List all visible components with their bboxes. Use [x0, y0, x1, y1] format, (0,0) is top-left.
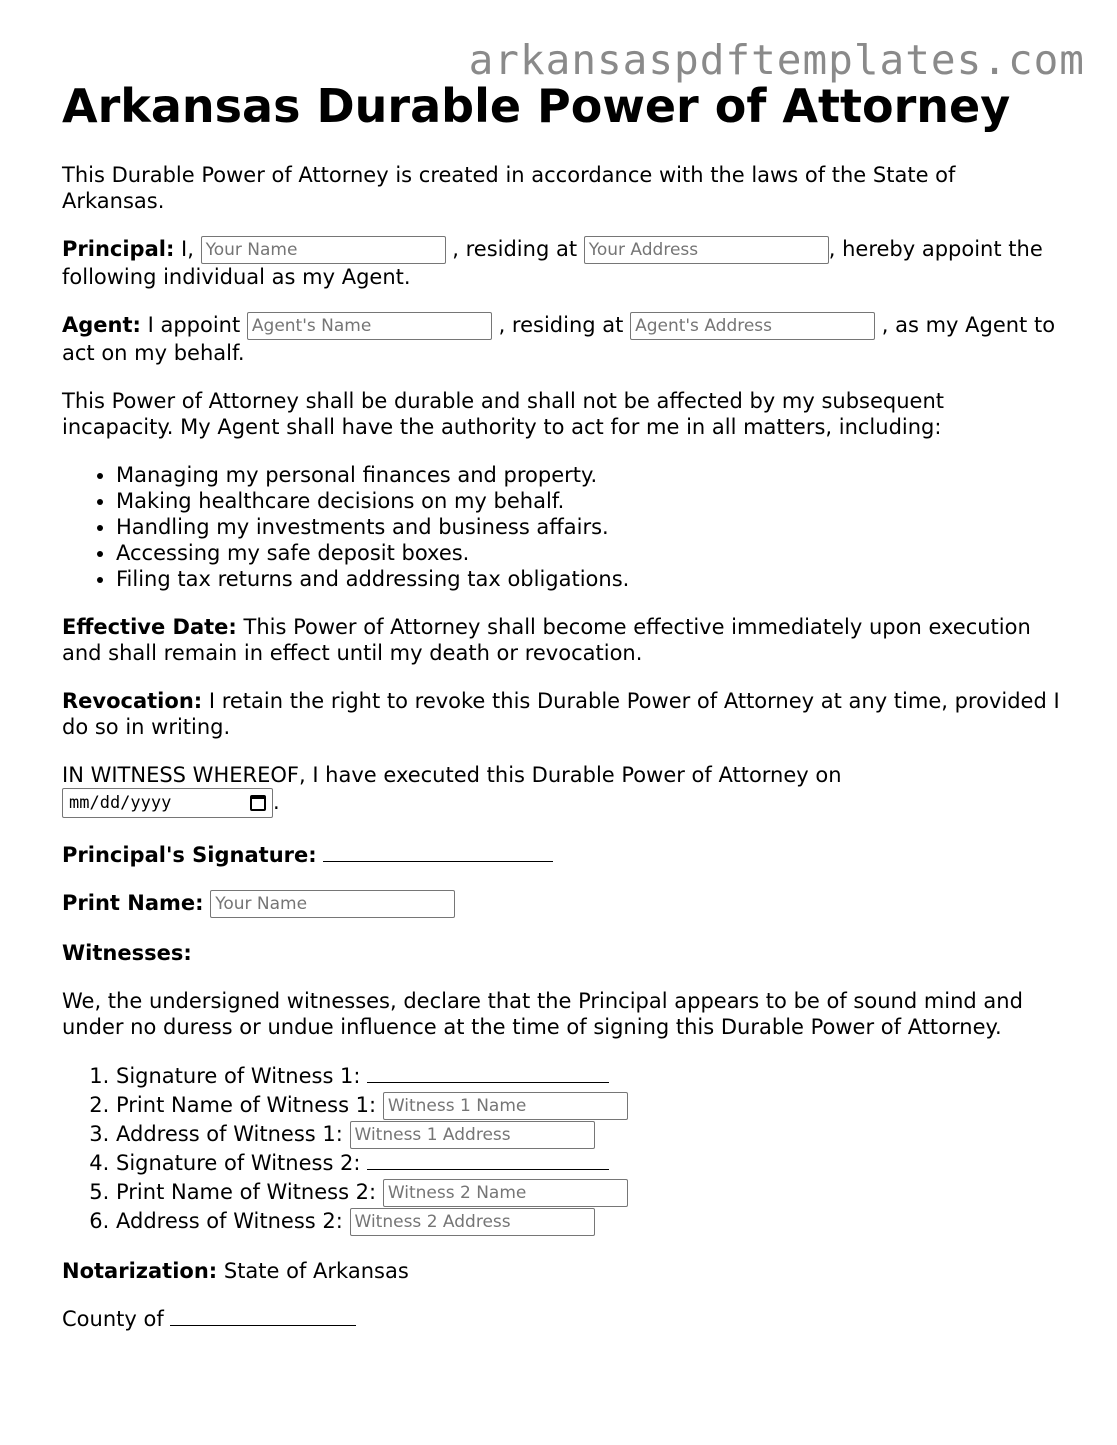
list-item: [116, 1149, 1062, 1178]
witness-1-signature-blank[interactable]: [367, 1064, 609, 1083]
agent-text: , as my Agent to act on my behalf.: [62, 313, 1056, 365]
notarization-paragraph: [62, 1258, 1062, 1284]
principal-signature-line: [62, 842, 1062, 868]
list-item: • Handling my investments and business affairs.: [116, 514, 1062, 540]
witness-1-signature-label: Signature of Witness 1:: [116, 1064, 361, 1088]
form-content: [62, 78, 1062, 1332]
print-name-input[interactable]: Your Name: [210, 890, 455, 918]
list-item: [116, 1178, 1062, 1207]
agent-text: I appoint: [140, 313, 247, 337]
list-item: [116, 1062, 1062, 1091]
witnesses-heading-text: Witnesses:: [62, 941, 192, 965]
witness-2-name-label: Print Name of Witness 2:: [116, 1180, 377, 1204]
calendar-icon[interactable]: [250, 795, 266, 811]
period: .: [273, 790, 280, 814]
durable-paragraph: This Power of Attorney shall be durable and shall not be affected by my subsequent incapacity. My Agent shall have the authority to act for me in all matters, including:: [62, 389, 945, 439]
agent-address-input[interactable]: Agent's Address: [630, 312, 875, 340]
principal-text: , residing at: [445, 237, 584, 261]
agent-name-input[interactable]: Agent's Name: [247, 312, 492, 340]
principal-label: Principal:: [62, 237, 175, 261]
witness-2-signature-blank[interactable]: [367, 1151, 609, 1170]
signature-blank[interactable]: [323, 843, 553, 862]
witness-1-address-label: Address of Witness 1:: [116, 1122, 343, 1146]
witness-2-address-label: Address of Witness 2:: [116, 1209, 343, 1233]
principal-text: , hereby appoint the following individual as my Agent.: [62, 237, 1043, 289]
effective-text: This Power of Attorney shall become effective immediately upon execution and shall remain in effect until my death or revocation.: [62, 615, 1031, 665]
principal-address-input[interactable]: Your Address: [584, 236, 829, 264]
witness-whereof-text: IN WITNESS WHEREOF, I have executed this Durable Power of Attorney on: [62, 763, 842, 787]
watermark: arkansaspdftemplates.com: [468, 36, 1085, 84]
witness-1-address-input[interactable]: Witness 1 Address: [350, 1121, 595, 1149]
revocation-label: Revocation:: [62, 689, 203, 713]
witness-2-address-input[interactable]: Witness 2 Address: [350, 1208, 595, 1236]
powers-list: [62, 462, 1062, 592]
principal-paragraph: [62, 236, 1062, 290]
intro-paragraph: This Durable Power of Attorney is created in accordance with the laws of the State of Arkansas.: [62, 163, 956, 213]
county-blank[interactable]: [170, 1307, 356, 1326]
list-item: [116, 1091, 1062, 1120]
list-item: [116, 1120, 1062, 1149]
effective-paragraph: [62, 614, 1062, 666]
list-item: [116, 1207, 1062, 1236]
list-item: • Accessing my safe deposit boxes.: [116, 540, 1062, 566]
effective-label: Effective Date:: [62, 615, 237, 639]
date-placeholder: mm/dd/yyyy: [69, 793, 172, 813]
agent-paragraph: [62, 312, 1062, 366]
witnesses-heading: [62, 940, 1062, 966]
page-title: Arkansas Durable Power of Attorney: [62, 79, 1011, 133]
principal-name-input[interactable]: Your Name: [201, 236, 446, 264]
witness-1-name-input[interactable]: Witness 1 Name: [383, 1092, 628, 1120]
list-item: • Managing my personal finances and property.: [116, 462, 1062, 488]
witness-1-name-label: Print Name of Witness 1:: [116, 1093, 377, 1117]
list-item: • Filing tax returns and addressing tax obligations.: [116, 566, 1062, 592]
notarization-label: Notarization:: [62, 1259, 218, 1283]
revocation-text: I retain the right to revoke this Durable Power of Attorney at any time, provided I do so in writing.: [62, 689, 1060, 739]
witness-whereof-paragraph: [62, 762, 1062, 818]
county-line: [62, 1306, 1062, 1332]
principal-signature-label: Principal's Signature:: [62, 843, 317, 867]
revocation-paragraph: [62, 688, 1062, 740]
print-name-label: Print Name:: [62, 891, 204, 915]
witness-2-signature-label: Signature of Witness 2:: [116, 1151, 361, 1175]
witness-2-name-input[interactable]: Witness 2 Name: [383, 1179, 628, 1207]
agent-text: , residing at: [491, 313, 631, 337]
list-item: • Making healthcare decisions on my behalf.: [116, 488, 1062, 514]
witness-declaration: We, the undersigned witnesses, declare that the Principal appears to be of sound mind and under no duress or undue influence at the time of signing this Durable Power of Attorney.: [62, 989, 1023, 1039]
agent-label: Agent:: [62, 313, 141, 337]
print-name-line: [62, 890, 1062, 918]
principal-text: I,: [174, 237, 201, 261]
execution-date-input[interactable]: [62, 788, 273, 818]
witness-list: [62, 1062, 1062, 1236]
notarization-text: State of Arkansas: [217, 1259, 409, 1283]
county-label: County of: [62, 1307, 164, 1331]
